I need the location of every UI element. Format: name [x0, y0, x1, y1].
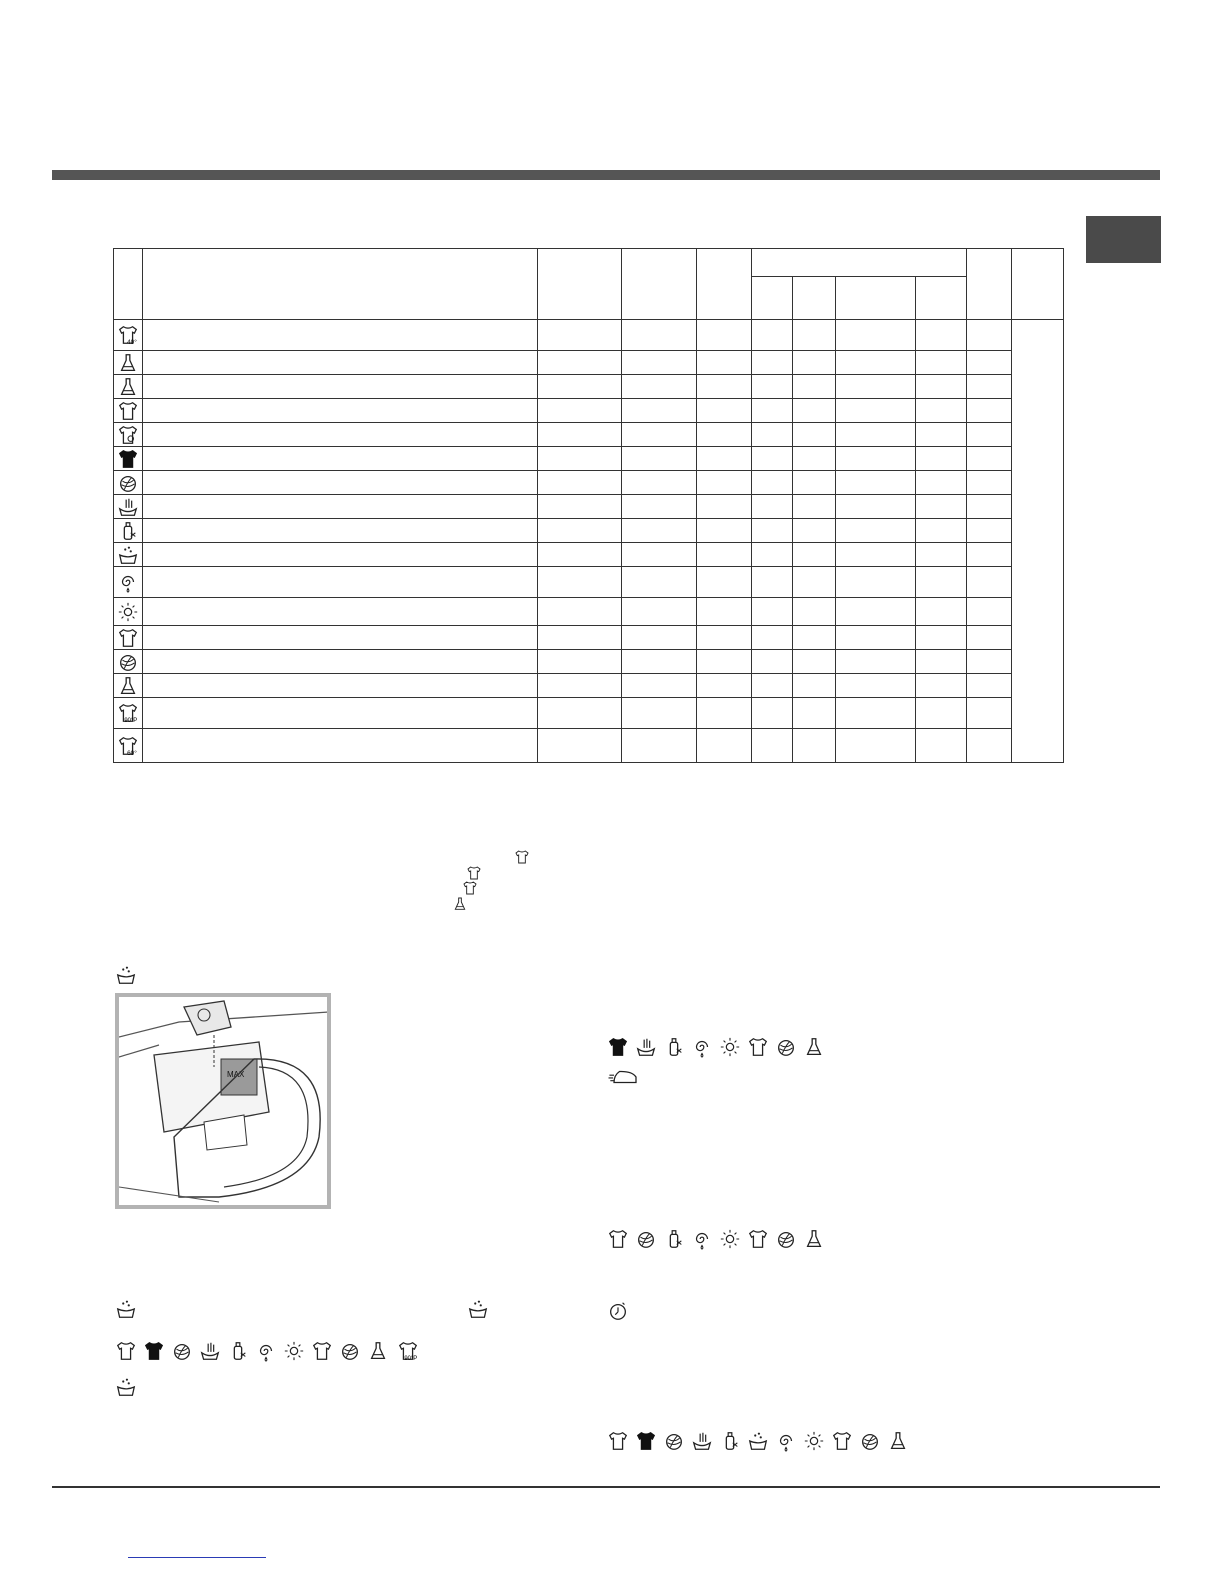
baby-bottle-icon	[663, 1036, 685, 1058]
language-tab[interactable]	[1086, 216, 1161, 263]
tub-sun-icon	[117, 601, 139, 623]
basin-icon	[115, 1298, 137, 1320]
hand-wash-icon	[117, 496, 139, 518]
table-row	[114, 375, 1064, 399]
flask-icon	[117, 376, 139, 398]
flask-sun-icon	[117, 675, 139, 697]
svg-text:40°: 40°	[127, 339, 137, 346]
table-header-cell	[967, 249, 1012, 320]
programme-icon-strip	[607, 1228, 825, 1250]
spiral-drop-icon	[775, 1430, 797, 1452]
detergent-dispenser-illustration	[115, 993, 331, 1209]
shirt-90p-icon	[117, 702, 139, 724]
table-row	[114, 674, 1064, 698]
footer-link[interactable]	[128, 1557, 266, 1558]
wool-ball-icon	[171, 1340, 193, 1362]
table-row	[114, 495, 1064, 519]
table-row	[114, 471, 1064, 495]
max-label: MAX	[227, 1070, 245, 1079]
table-header-cell	[836, 277, 916, 320]
programme-table	[113, 248, 1064, 763]
baby-bottle-icon	[663, 1228, 685, 1250]
table-header-cell	[538, 249, 622, 320]
table-row	[114, 543, 1064, 567]
wool-ball-icon	[117, 472, 139, 494]
shirt-sun-icon	[514, 849, 530, 865]
hand-wash-icon	[635, 1036, 657, 1058]
shirt-spiral-icon	[462, 880, 478, 896]
tub-sun-icon	[719, 1228, 741, 1250]
svg-text:90°P: 90°P	[404, 1356, 418, 1362]
shirt-dark-icon	[607, 1036, 629, 1058]
table-row	[114, 399, 1064, 423]
shirt-60-icon	[117, 735, 139, 757]
wool-sun-icon	[775, 1228, 797, 1250]
table-header-row	[114, 249, 1064, 277]
basin-bubbles-icon	[117, 544, 139, 566]
basin-bubbles-icon	[467, 1298, 489, 1320]
table-row	[114, 519, 1064, 543]
flask-sun-icon	[367, 1340, 389, 1362]
wool-sun-icon	[339, 1340, 361, 1362]
flask-sun-icon	[887, 1430, 909, 1452]
basin-bubbles-icon	[115, 964, 137, 986]
table-row	[114, 729, 1064, 763]
tub-sun-icon	[719, 1036, 741, 1058]
shirt-sun-icon	[311, 1340, 333, 1362]
shirt-40-icon	[117, 324, 139, 346]
shirt-stain-icon	[466, 865, 482, 881]
shirt-dark-icon	[635, 1430, 657, 1452]
shirt-90p-icon	[395, 1340, 421, 1362]
table-row	[114, 598, 1064, 626]
delay-timer-icon	[607, 1300, 629, 1322]
shirt-sun-icon	[747, 1228, 769, 1250]
shirt-dark-icon	[143, 1340, 165, 1362]
table-row	[114, 423, 1064, 447]
tub-sun-icon	[283, 1340, 305, 1362]
programme-icon-strip	[607, 1430, 909, 1452]
flask-icon	[117, 352, 139, 374]
spiral-drop-icon	[691, 1036, 713, 1058]
wool-sun-icon	[775, 1036, 797, 1058]
table-header-cell	[1012, 249, 1064, 320]
table-header-cell	[793, 277, 836, 320]
svg-text:90°P: 90°P	[124, 718, 138, 724]
shirt-stain-icon	[117, 400, 139, 422]
wool-ball-icon	[635, 1228, 657, 1250]
bottom-rule	[52, 1486, 1160, 1488]
table-header-cell	[143, 249, 538, 320]
wool-ball-icon	[663, 1430, 685, 1452]
basin-bubbles-icon	[747, 1430, 769, 1452]
svg-text:60°: 60°	[127, 749, 137, 757]
shirt-sun-icon	[831, 1430, 853, 1452]
wool-sun-icon	[117, 651, 139, 673]
spiral-drop-icon	[691, 1228, 713, 1250]
table-header-cell	[697, 249, 752, 320]
tub-sun-icon	[803, 1430, 825, 1452]
baby-bottle-icon	[719, 1430, 741, 1452]
table-row	[114, 351, 1064, 375]
basin-icon	[115, 1376, 137, 1398]
notes-cell	[1012, 320, 1064, 763]
shirt-dark-icon	[117, 448, 139, 470]
table-row	[114, 447, 1064, 471]
table-row	[114, 567, 1064, 598]
spiral-drop-icon	[117, 571, 139, 593]
shirt-stain-icon	[607, 1430, 629, 1452]
flask-icon	[452, 896, 468, 912]
table-header-cell	[752, 277, 793, 320]
table-row	[114, 698, 1064, 729]
wool-sun-icon	[859, 1430, 881, 1452]
programme-icon-strip	[115, 1340, 421, 1362]
shirt-sun-icon	[747, 1036, 769, 1058]
spiral-drop-icon	[255, 1340, 277, 1362]
table-header-cell	[916, 277, 967, 320]
flask-sun-icon	[803, 1036, 825, 1058]
table-row	[114, 650, 1064, 674]
table-row	[114, 320, 1064, 351]
flask-sun-icon	[803, 1228, 825, 1250]
table-header-cell	[114, 249, 143, 320]
table-header-cell	[622, 249, 697, 320]
shirt-spiral-icon	[117, 424, 139, 446]
baby-bottle-icon	[227, 1340, 249, 1362]
baby-bottle-icon	[117, 520, 139, 542]
table-row	[114, 626, 1064, 650]
hand-wash-icon	[691, 1430, 713, 1452]
easy-iron-icon	[607, 1066, 643, 1088]
shirt-stain-icon	[115, 1340, 137, 1362]
program-icon-cell	[114, 320, 143, 351]
shirt-stain-icon	[607, 1228, 629, 1250]
top-rule	[52, 170, 1160, 180]
programme-icon-strip	[607, 1036, 825, 1058]
table-header-cell	[752, 249, 967, 277]
shirt-sun-icon	[117, 627, 139, 649]
hand-wash-icon	[199, 1340, 221, 1362]
